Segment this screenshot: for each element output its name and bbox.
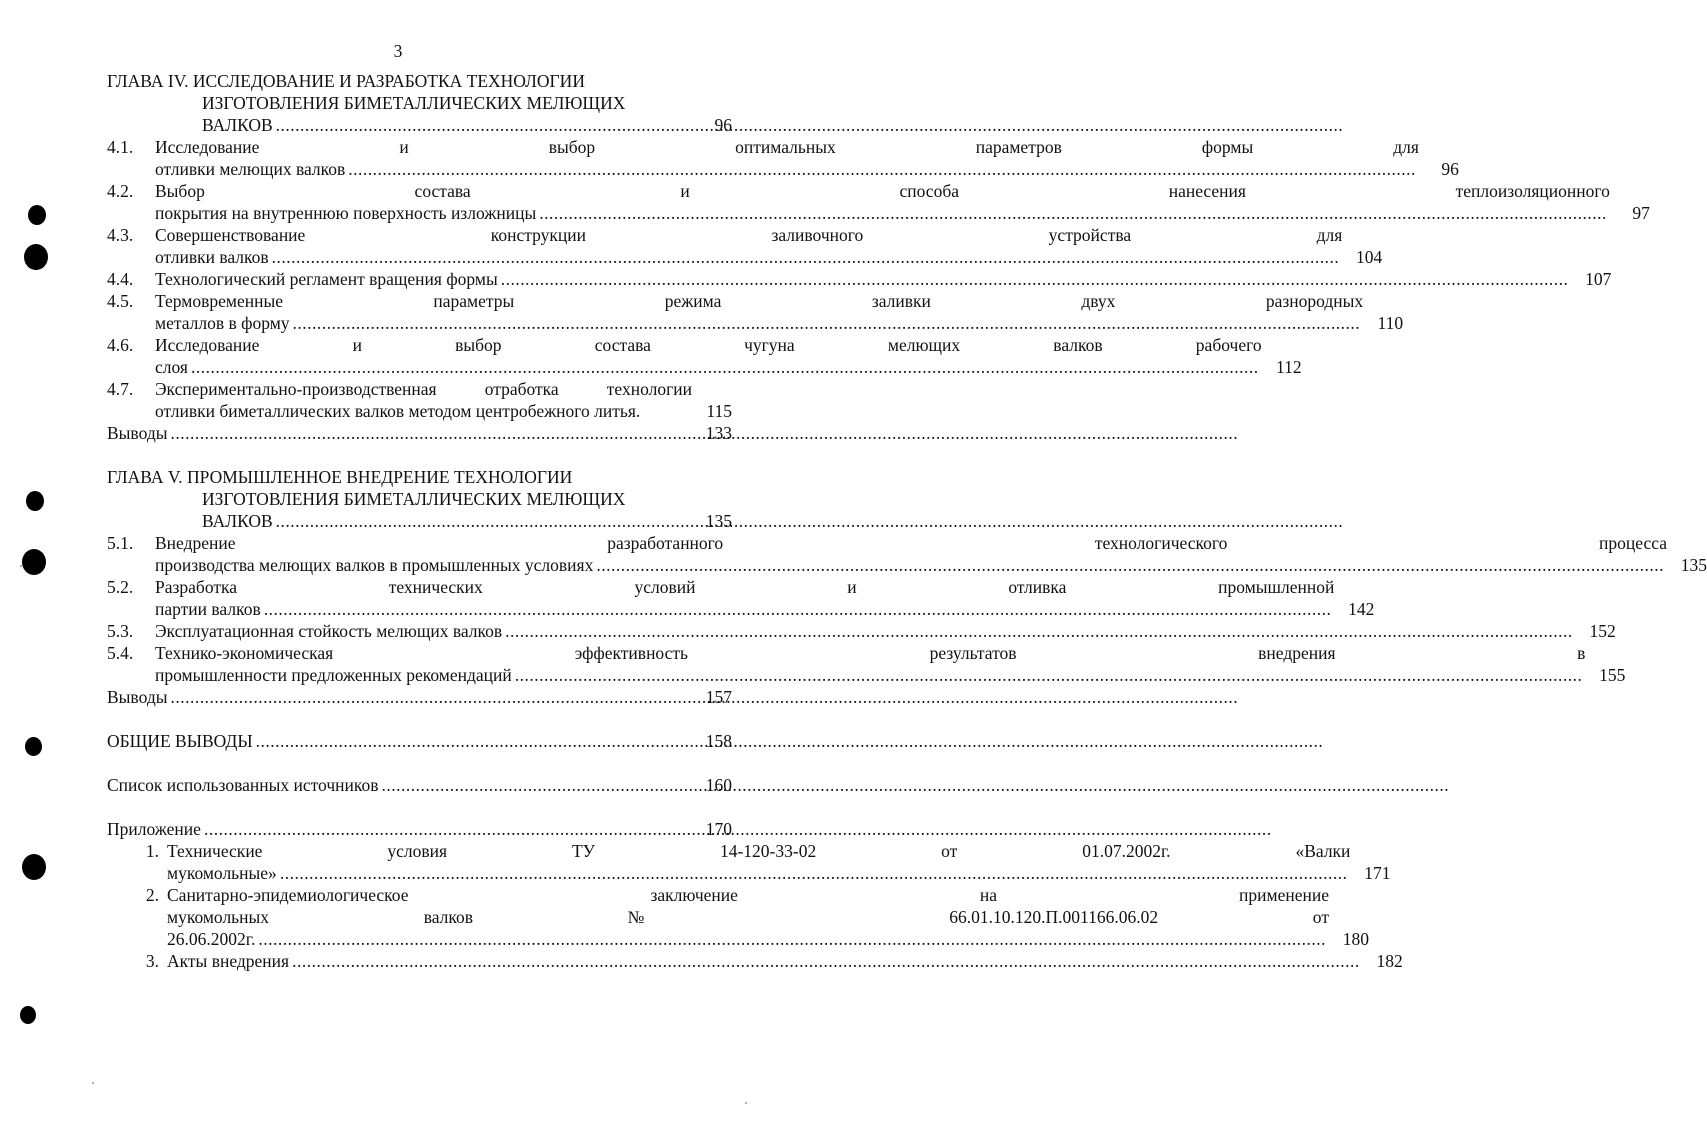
toc-entry-4-7[interactable]: 4.7. Экспериментально-производственная отработка технологии отливки биметаллических валков методом центробежного литья. 115 xyxy=(107,379,732,421)
toc-entry-appendix-2[interactable]: 2. Санитарно-эпидемиологическое заключение на применение мукомольных валков № 66.01.10.120.П.001166.06.02 от 26.06.2002г. ..... 180 xyxy=(107,884,732,950)
scan-speck xyxy=(20,565,22,567)
toc-entry-chapter-5-conclusions[interactable]: Выводы ..... 157 xyxy=(107,686,732,708)
table-of-contents xyxy=(107,70,1707,972)
page-number: 3 xyxy=(393,41,403,61)
binder-hole xyxy=(22,854,46,880)
binder-hole xyxy=(20,1006,36,1024)
toc-entry-general-conclusions[interactable]: ОБЩИЕ ВЫВОДЫ ..... 158 xyxy=(107,730,732,752)
toc-entry-chapter-4-conclusions[interactable]: Выводы ..... 133 xyxy=(107,422,732,444)
scan-speck xyxy=(745,1102,747,1104)
chapter-5-title: ГЛАВА V. ПРОМЫШЛЕННОЕ ВНЕДРЕНИЕ ТЕХНОЛОГИИ xyxy=(107,467,573,487)
toc-entry-appendix-1[interactable]: 1. Технические условия ТУ 14-120-33-02 от 01.07.2002г. «Валки мукомольные» ..... 171 xyxy=(107,840,732,884)
toc-entry-references[interactable]: Список использованных источников ..... 160 xyxy=(107,774,732,796)
toc-entry-appendix[interactable]: Приложение ..... 170 xyxy=(107,818,732,840)
toc-entry-appendix-3[interactable]: 3. Акты внедрения ..... 182 xyxy=(107,950,732,972)
toc-entry-4-1[interactable]: 4.1. Исследование и выбор оптимальных параметров формы для отливки мелющих валков ..... 96 xyxy=(107,136,732,180)
chapter-5-heading: ГЛАВА V. ПРОМЫШЛЕННОЕ ВНЕДРЕНИЕ ТЕХНОЛОГИИ ИЗГОТОВЛЕНИЯ БИМЕТАЛЛИЧЕСКИХ МЕЛЮЩИХ ВАЛКОВ ..... 135 xyxy=(107,466,732,532)
toc-entry-4-3[interactable]: 4.3. Совершенствование конструкции заливочного устройства для отливки валков ..... 104 xyxy=(107,224,732,268)
binder-hole xyxy=(25,737,42,756)
toc-entry-5-4[interactable]: 5.4. Технико-экономическая эффективность результатов внедрения в промышленности предложенных рекомендаций ..... 155 xyxy=(107,642,732,686)
chapter-4-heading: ГЛАВА IV. ИССЛЕДОВАНИЕ И РАЗРАБОТКА ТЕХНОЛОГИИ ИЗГОТОВЛЕНИЯ БИМЕТАЛЛИЧЕСКИХ МЕЛЮЩИХ ВАЛКОВ ..... 96 xyxy=(107,70,732,136)
binder-hole xyxy=(24,244,48,270)
toc-entry-5-1[interactable]: 5.1. Внедрение разработанного технологического процесса производства мелющих валков в промышленных условиях ..... 135 xyxy=(107,532,732,576)
toc-entry-5-2[interactable]: 5.2. Разработка технических условий и отливка промышленной партии валков ..... 142 xyxy=(107,576,732,620)
toc-entry-4-4[interactable]: 4.4. Технологический регламент вращения формы ..... 107 xyxy=(107,268,732,290)
scan-speck xyxy=(92,1082,94,1084)
binder-hole xyxy=(22,549,46,575)
chapter-4-title: ГЛАВА IV. ИССЛЕДОВАНИЕ И РАЗРАБОТКА ТЕХНОЛОГИИ xyxy=(107,71,585,91)
page-ref: 135 xyxy=(705,511,732,531)
toc-entry-4-6[interactable]: 4.6. Исследование и выбор состава чугуна мелющих валков рабочего слоя ..... 112 xyxy=(107,334,732,378)
page-ref: 96 xyxy=(714,115,732,135)
binder-hole xyxy=(28,205,46,225)
toc-entry-5-3[interactable]: 5.3. Эксплуатационная стойкость мелющих валков ..... 152 xyxy=(107,620,732,642)
toc-entry-4-5[interactable]: 4.5. Термовременные параметры режима заливки двух разнородных металлов в форму ..... 110 xyxy=(107,290,732,334)
toc-entry-4-2[interactable]: 4.2. Выбор состава и способа нанесения теплоизоляционного покрытия на внутреннюю поверхность изложницы ..... 97 xyxy=(107,180,732,224)
binder-hole xyxy=(26,491,44,511)
